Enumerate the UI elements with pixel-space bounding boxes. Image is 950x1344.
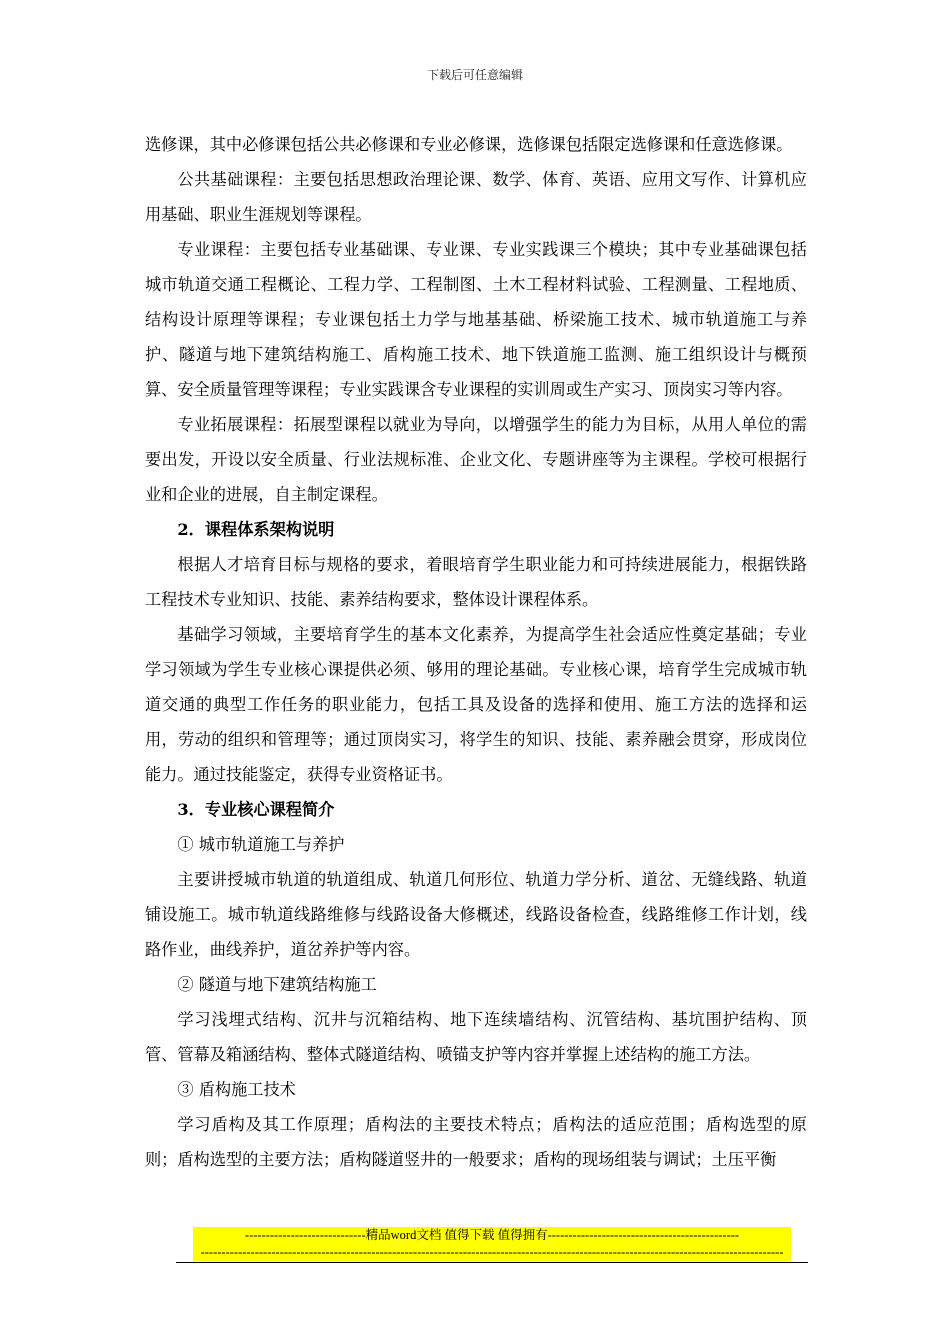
footer-divider	[176, 1262, 808, 1263]
footer-banner-line-1: -----------------------------精品word文档 值得下载 值得拥有----------------------------------------------	[193, 1227, 791, 1244]
paragraph-architecture-1: 根据人才培育目标与规格的要求，着眼培育学生职业能力和可持续进展能力，根据铁路工程技术专业知识、技能、素养结构要求，整体设计课程体系。	[145, 555, 807, 609]
footer-banner-line-2: --------------------------------------------------------------------------------------------------------------------------------------------	[193, 1244, 791, 1261]
paragraph-extension-courses: 专业拓展课程：拓展型课程以就业为导向，以增强学生的能力为目标，从用人单位的需要出发，开设以安全质量、行业法规标准、企业文化、专题讲座等为主课程。学校可根据行业和企业的进展，自主制定课程。	[145, 415, 807, 504]
footer-banner	[193, 1227, 791, 1261]
section-heading-2: 2．课程体系架构说明	[177, 520, 335, 539]
paragraph-professional-courses: 专业课程：主要包括专业基础课、专业课、专业实践课三个模块；其中专业基础课包括城市轨道交通工程概论、工程力学、工程制图、土木工程材料试验、工程测量、工程地质、结构设计原理等课程；专业课包括土力学与地基基础、桥梁施工技术、城市轨道施工与养护、隧道与地下建筑结构施工、盾构施工技术、地下铁道施工监测、施工组织设计与概预算、安全质量管理等课程；专业实践课含专业课程的实训周或生产实习、顶岗实习等内容。	[145, 240, 807, 399]
paragraph-continuation: 选修课，其中必修课包括公共必修课和专业必修课，选修课包括限定选修课和任意选修课。	[145, 135, 793, 154]
page-header: 下载后可任意编辑	[426, 68, 523, 82]
course-description-2: 学习浅埋式结构、沉井与沉箱结构、地下连续墙结构、沉管结构、基坑围护结构、顶管、管幕及箱涵结构、整体式隧道结构、喷锚支护等内容并掌握上述结构的施工方法。	[145, 1010, 807, 1064]
course-description-3: 学习盾构及其工作原理；盾构法的主要技术特点；盾构法的适应范围；盾构选型的原则；盾构选型的主要方法；盾构隧道竖井的一般要求；盾构的现场组装与调试；土压平衡	[145, 1115, 807, 1169]
course-description-1: 主要讲授城市轨道的轨道组成、轨道几何形位、轨道力学分析、道岔、无缝线路、轨道铺设施工。城市轨道线路维修与线路设备大修概述，线路设备检查，线路维修工作计划，线路作业，曲线养护，道岔养护等内容。	[145, 870, 807, 959]
section-heading-3: 3．专业核心课程简介	[177, 800, 335, 819]
paragraph-public-courses: 公共基础课程：主要包括思想政治理论课、数学、体育、英语、应用文写作、计算机应用基础、职业生涯规划等课程。	[145, 170, 807, 224]
paragraph-architecture-2: 基础学习领域，主要培育学生的基本文化素养，为提高学生社会适应性奠定基础；专业学习领域为学生专业核心课提供必须、够用的理论基础。专业核心课，培育学生完成城市轨道交通的典型工作任务的职业能力，包括工具及设备的选择和使用、施工方法的选择和运用，劳动的组织和管理等；通过顶岗实习，将学生的知识、技能、素养融会贯穿，形成岗位能力。通过技能鉴定，获得专业资格证书。	[145, 625, 807, 784]
course-title-3: ③ 盾构施工技术	[177, 1080, 296, 1099]
document-body	[145, 127, 807, 1177]
course-title-1: ① 城市轨道施工与养护	[177, 835, 345, 854]
course-title-2: ② 隧道与地下建筑结构施工	[177, 975, 377, 994]
